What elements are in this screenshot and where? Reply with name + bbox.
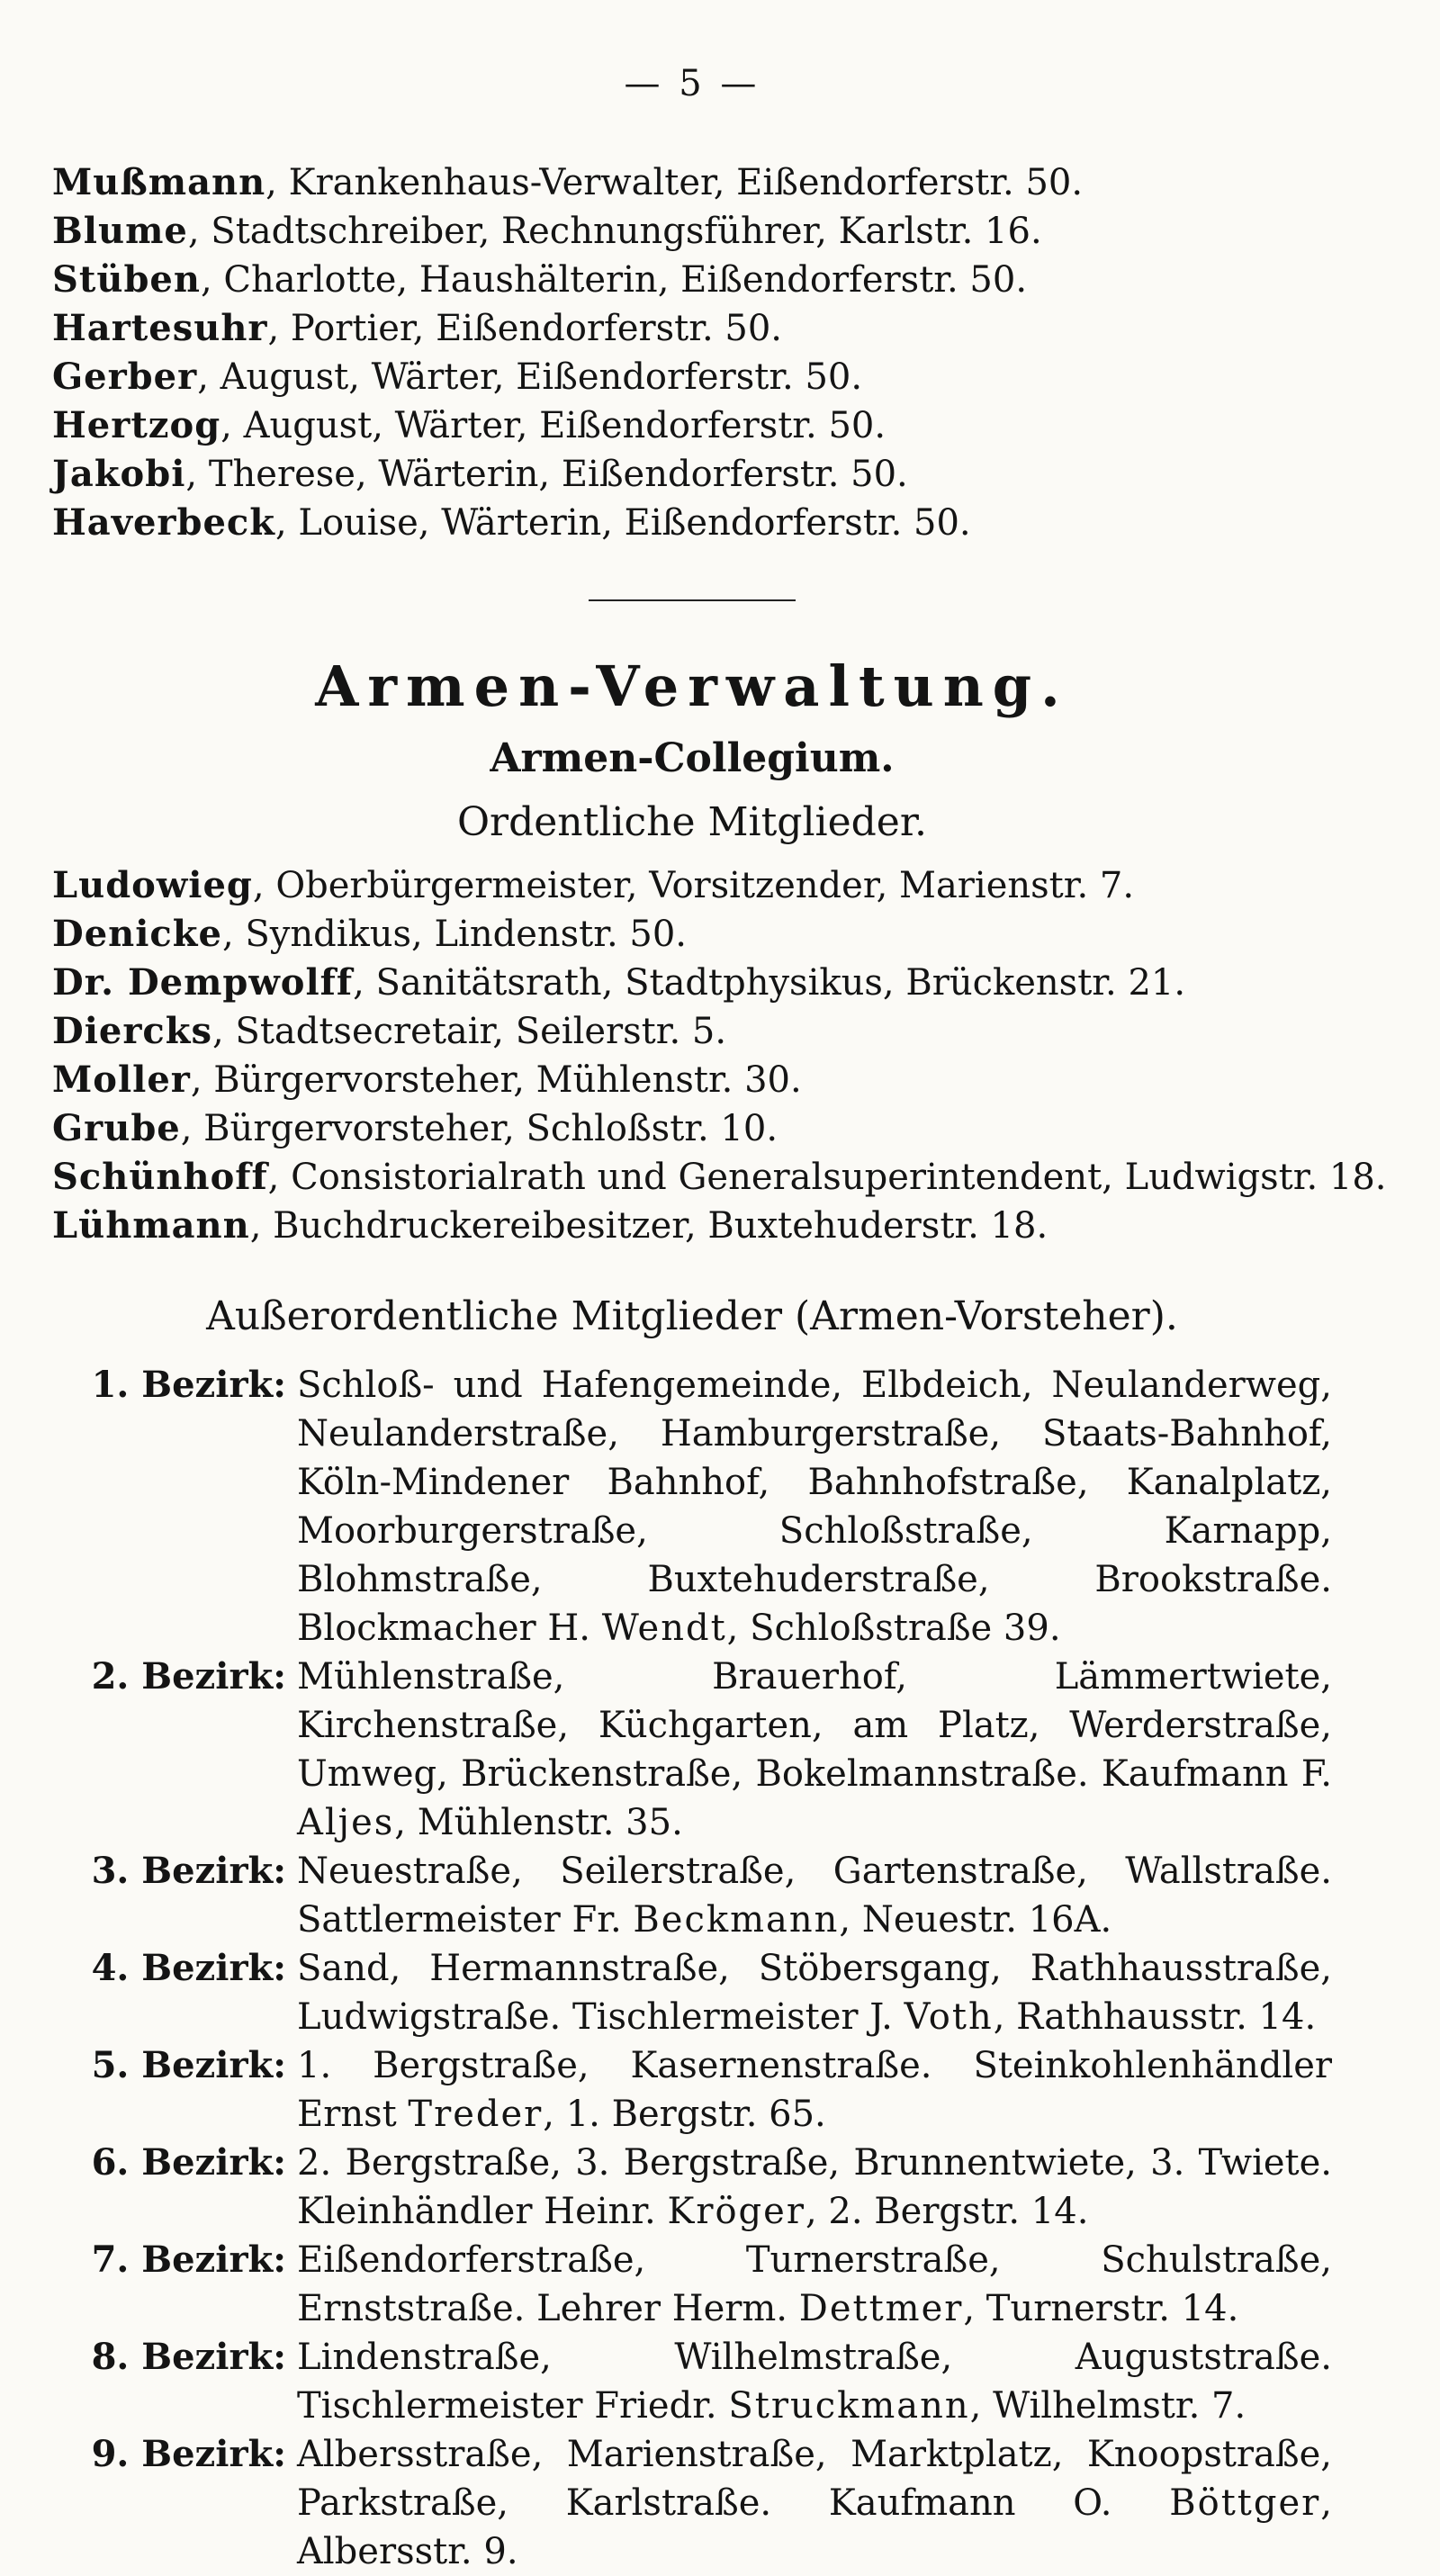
hospital-staff-list	[52, 158, 1332, 547]
list-item	[52, 256, 1332, 304]
list-item	[52, 959, 1332, 1007]
entry-name: Ludowieg	[52, 864, 253, 906]
list-item	[52, 1007, 1332, 1056]
district-text	[297, 1361, 1332, 1653]
district-label: 6. Bezirk:	[91, 2141, 286, 2184]
section-title: Armen-Verwaltung.	[315, 653, 1069, 719]
district-address: , Albersstr. 9.	[297, 2482, 1332, 2572]
entry-details: , Oberbürgermeister, Vorsitzender, Marienstr. 7.	[252, 865, 1135, 906]
district-role: Tischlermeister J.	[572, 1996, 893, 2038]
list-item	[52, 1104, 1332, 1153]
district-role: Lehrer Herm.	[536, 2288, 788, 2329]
list-item	[52, 401, 1332, 450]
district-person: Aljes	[297, 1802, 395, 1843]
entry-name: Haverbeck	[52, 501, 275, 544]
district-entry	[52, 1944, 1332, 2041]
entry-name: Grube	[52, 1107, 181, 1149]
list-item	[52, 1056, 1332, 1104]
entry-details: , Syndikus, Lindenstr. 50.	[221, 914, 688, 955]
district-person: Struckmann	[728, 2385, 970, 2427]
list-item	[52, 353, 1332, 401]
district-label: 7. Bezirk:	[91, 2238, 286, 2281]
entry-details: , Portier, Eißendorferstr. 50.	[267, 308, 783, 349]
entry-details: , Louise, Wärterin, Eißendorferstr. 50.	[274, 502, 971, 544]
list-item	[52, 304, 1332, 353]
list-item	[52, 158, 1332, 207]
district-text	[297, 2333, 1332, 2430]
district-person: Dettmer	[798, 2288, 964, 2329]
district-text	[297, 2139, 1332, 2236]
district-entry	[52, 2236, 1332, 2333]
entry-details: , Therese, Wärterin, Eißendorferstr. 50.	[185, 454, 908, 495]
list-item	[52, 1153, 1387, 1202]
district-text	[297, 2430, 1332, 2576]
list-item	[52, 207, 1332, 256]
district-streets: Mühlenstraße, Brauerhof, Lämmertwiete, Kirchenstraße, Küchgarten, am Platz, Werderstraße, Umweg, Brückenstraße, Bokelmannstraße.	[297, 1656, 1332, 1795]
district-address: , 1. Bergstr. 65.	[543, 2094, 826, 2135]
district-streets: Neuestraße, Seilerstraße, Gartenstraße, Wallstraße.	[297, 1851, 1332, 1892]
entry-details: , Stadtschreiber, Rechnungsführer, Karlstr. 16.	[187, 211, 1042, 252]
district-text	[297, 2041, 1332, 2139]
entry-name: Lühmann	[52, 1204, 250, 1247]
list-item	[52, 861, 1332, 910]
entry-details: , August, Wärter, Eißendorferstr. 50.	[220, 405, 886, 446]
district-role: Sattlermeister Fr.	[297, 1899, 622, 1941]
district-address: , 2. Bergstr. 14.	[805, 2191, 1089, 2232]
district-entry	[52, 2333, 1332, 2430]
entry-name: Blume	[52, 210, 188, 252]
entry-details: , Sanitätsrath, Stadtphysikus, Brückenstr. 21.	[353, 962, 1186, 1004]
district-streets: Eißendorferstraße, Turnerstraße, Schulstraße, Ernststraße.	[297, 2239, 1332, 2329]
district-role: Kleinhändler Heinr.	[297, 2191, 656, 2232]
district-person: Wendt	[601, 1608, 727, 1649]
entry-name: Diercks	[52, 1010, 212, 1052]
ordinary-members-list	[52, 861, 1387, 1250]
district-address: , Schloßstraße 39.	[726, 1608, 1061, 1649]
district-entry	[52, 1847, 1332, 1944]
district-person: Kröger	[667, 2191, 806, 2232]
district-entry	[52, 1653, 1332, 1847]
entry-name: Stüben	[52, 258, 201, 301]
district-entry	[52, 2430, 1332, 2576]
entry-name: Mußmann	[52, 161, 266, 203]
entry-details: , Buchdruckereibesitzer, Buxtehuderstr. 18.	[249, 1205, 1048, 1247]
district-text	[297, 2236, 1332, 2333]
district-person: Böttger	[1169, 2482, 1321, 2524]
entry-details: , Krankenhaus-Verwalter, Eißendorferstr. 50.	[266, 162, 1084, 203]
district-streets: Albersstraße, Marienstraße, Marktplatz, Knoopstraße, Parkstraße, Karlstraße.	[297, 2434, 1332, 2524]
entry-details: , Consistorialrath und Generalsuperintendent, Ludwigstr. 18.	[267, 1157, 1387, 1198]
entry-name: Jakobi	[52, 453, 186, 495]
district-label: 4. Bezirk:	[91, 1947, 286, 1989]
subsection-title: Armen-Collegium.	[490, 735, 895, 781]
district-label: 2. Bezirk:	[91, 1655, 286, 1698]
extraordinary-members-heading: Außerordentliche Mitglieder (Armen-Vorsteher).	[206, 1293, 1178, 1339]
district-streets: Lindenstraße, Wilhelmstraße, Auguststraße.	[297, 2337, 1332, 2378]
district-streets: Schloß- und Hafengemeinde, Elbdeich, Neulanderweg, Neulanderstraße, Hamburgerstraße, Staats-Bahnhof, Köln-Mindener Bahnhof, Bahnhofstraße, Kanalplatz, Moorburgerstraße, Schloßstraße, Karnapp, Blohmstraße, Buxtehuderstraße, Brookstraße.	[297, 1365, 1332, 1600]
district-address: , Wilhelmstr. 7.	[969, 2385, 1246, 2427]
entry-name: Moller	[52, 1058, 191, 1101]
page-number: — 5 —	[624, 63, 760, 104]
district-person: Treder	[408, 2094, 544, 2135]
district-person: Beckmann	[633, 1899, 840, 1941]
district-list	[52, 1361, 1332, 2576]
district-address: , Rathhausstr. 14.	[993, 1996, 1317, 2038]
district-label: 3. Bezirk:	[91, 1850, 286, 1892]
ordinary-members-heading: Ordentliche Mitglieder.	[456, 799, 928, 845]
district-role: Kaufmann O.	[828, 2482, 1112, 2524]
entry-name: Gerber	[52, 356, 198, 398]
district-address: , Turnerstr. 14.	[963, 2288, 1239, 2329]
district-label: 9. Bezirk:	[91, 2433, 286, 2475]
entry-name: Hartesuhr	[52, 307, 268, 349]
entry-name: Dr. Dempwolff	[52, 961, 354, 1004]
entry-name: Hertzog	[52, 404, 221, 446]
entry-name: Denicke	[52, 913, 222, 955]
district-label: 1. Bezirk:	[91, 1364, 286, 1406]
list-item	[52, 450, 1332, 499]
district-address: , Neuestr. 16A.	[839, 1899, 1112, 1941]
district-entry	[52, 2139, 1332, 2236]
district-person: Voth	[904, 1996, 994, 2038]
section-divider	[589, 599, 796, 601]
district-role: Tischlermeister Friedr.	[297, 2385, 717, 2427]
entry-details: , Stadtsecretair, Seilerstr. 5.	[212, 1011, 727, 1052]
entry-details: , August, Wärter, Eißendorferstr. 50.	[197, 356, 863, 398]
district-streets: Sand, Hermannstraße, Stöbersgang, Rathhausstraße, Ludwigstraße.	[297, 1948, 1332, 2038]
entry-details: , Bürgervorsteher, Schloßstr. 10.	[180, 1108, 778, 1149]
district-text	[297, 1944, 1332, 2041]
district-entry	[52, 2041, 1332, 2139]
district-streets: 1. Bergstraße, Kasernenstraße.	[297, 2045, 932, 2086]
district-role: Blockmacher H.	[297, 1608, 590, 1649]
list-item	[52, 1202, 1332, 1250]
district-label: 5. Bezirk:	[91, 2044, 286, 2086]
district-entry	[52, 1361, 1332, 1653]
district-streets: 2. Bergstraße, 3. Bergstraße, Brunnentwiete, 3. Twiete.	[297, 2142, 1332, 2184]
entry-details: , Bürgervorsteher, Mühlenstr. 30.	[190, 1059, 802, 1101]
district-role: Kaufmann F.	[1101, 1753, 1332, 1795]
list-item	[52, 499, 1332, 547]
district-role: Steinkohlenhändler Ernst	[297, 2045, 1333, 2135]
entry-name: Schünhoff	[52, 1156, 268, 1198]
district-label: 8. Bezirk:	[91, 2336, 286, 2378]
entry-details: , Charlotte, Haushälterin, Eißendorferstr. 50.	[200, 259, 1028, 301]
district-text	[297, 1653, 1332, 1847]
list-item	[52, 910, 1332, 959]
district-text	[297, 1847, 1332, 1944]
district-address: , Mühlenstr. 35.	[394, 1802, 683, 1843]
